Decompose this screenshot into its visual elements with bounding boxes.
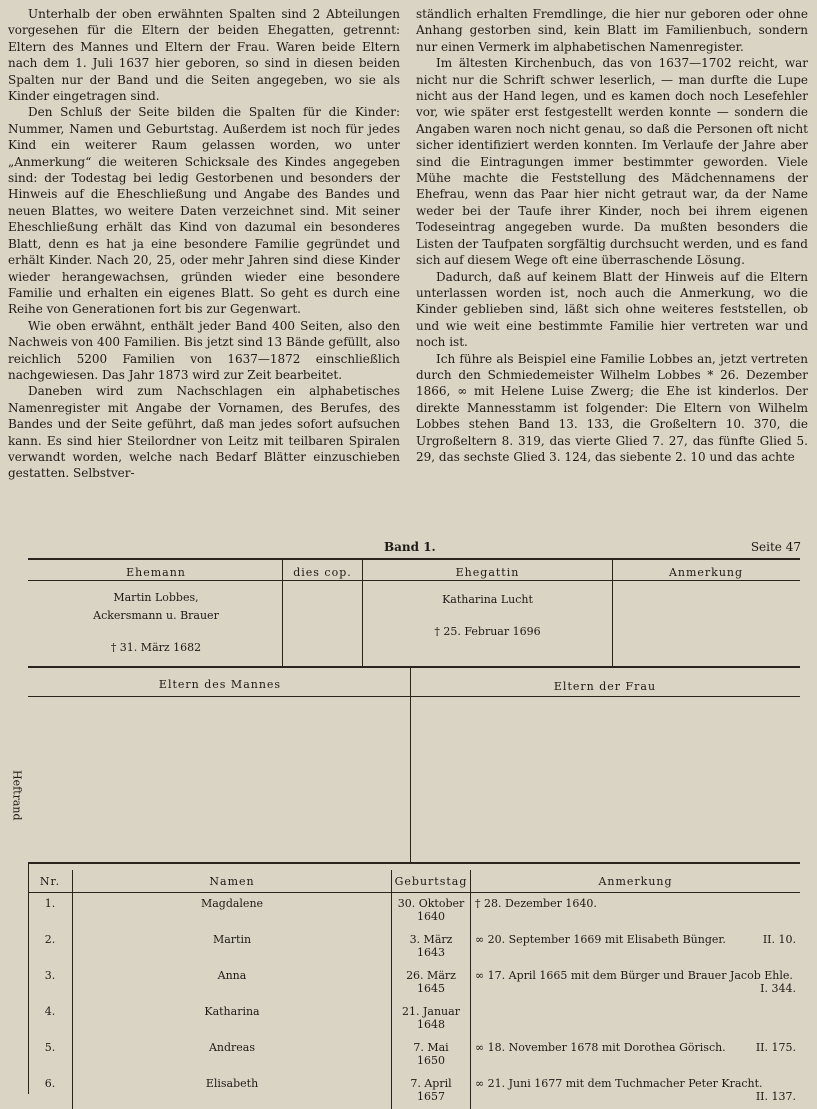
paragraph: Wie oben erwähnt, enthält jeder Band 400 Seiten, also den Nachweis von 400 Familien. Bis jetzt sind 13 Bände gefüllt, also reichlich 5200 Familien von 1637—1872 einschließlich nachgewiesen. Das Jahr 1873 wird zur Zeit bearbeitet.	[8, 318, 400, 382]
birth-year: 1640	[417, 910, 445, 923]
right-column	[416, 6, 808, 530]
birth-day: 7. April	[410, 1077, 452, 1090]
paragraph: ständlich erhalten Fremdlinge, die hier nur geboren oder ohne Anhang gestorben sind, kein Blatt im Familienbuch, sondern nur einen Vermerk im alphabetischen Namenregister.	[416, 7, 808, 54]
child-birth	[392, 929, 471, 965]
note-ref: II. 137.	[755, 1090, 796, 1103]
note-ref: II. 10.	[762, 933, 796, 946]
wife-name: Katharina Lucht	[442, 593, 533, 606]
child-nr: 6.	[28, 1073, 73, 1109]
child-note	[471, 1073, 801, 1109]
child-nr: 2.	[28, 929, 73, 965]
note-text: ∞ 18. November 1678 mit Dorothea Görisch.	[475, 1041, 726, 1054]
margin-label-text: Heftrand	[10, 770, 24, 821]
left-column	[8, 6, 400, 530]
child-name: Elisabeth	[73, 1073, 392, 1109]
birth-year: 1643	[417, 946, 445, 959]
table-row	[28, 929, 800, 965]
header-anmerkung: Anmerkung	[668, 566, 744, 579]
paragraph: Dadurch, daß auf keinem Blatt der Hinweis auf die Eltern unterlassen worden ist, noch auch die Anmerkung, wo die Kinder geblieben sind, läßt sich ohne weiteres feststellen, ob und wie weit eine bestimmte Familie hier vertreten war und noch ist.	[416, 269, 808, 350]
table-row	[28, 1073, 800, 1109]
child-note	[471, 929, 801, 965]
child-name: Magdalene	[73, 893, 392, 930]
band-label: Band 1.	[384, 540, 436, 554]
rule	[28, 580, 800, 581]
child-nr: 1.	[28, 893, 73, 930]
header-eltern-mann: Eltern des Mannes	[158, 678, 282, 691]
birth-day: 3. März	[409, 933, 453, 946]
margin-label	[8, 770, 26, 824]
child-name: Katharina	[73, 1001, 392, 1037]
table-row	[28, 965, 800, 1001]
child-birth	[392, 965, 471, 1001]
note-ref: II. 175.	[755, 1041, 796, 1054]
child-note	[471, 1001, 801, 1037]
rule	[28, 862, 800, 864]
note-ref: I. 344.	[760, 982, 796, 995]
rule	[28, 558, 800, 560]
table-row	[28, 1037, 800, 1073]
child-nr: 5.	[28, 1037, 73, 1073]
paragraph: Den Schluß der Seite bilden die Spalten für die Kinder: Nummer, Namen und Geburtstag. Außerdem ist noch für jedes Kind ein weiterer Raum gelassen worden, wo unter „Anmerkung“ die weiteren Schicksale des Kindes angegeben sind: der Todestag bei ledig Gestorbenen und besonders der Hinweis auf die Eheschließung und Angabe des Bandes und neuen Blattes, wo weitere Daten verzeichnet sind. Mit seiner Eheschließung erhält das Kind von dazumal ein besonderes Blatt, denn es hat ja eine besondere Familie gegründet und erhält Kinder. Nach 20, 25, oder mehr Jahren sind diese Kinder wieder herangewachsen, gründen wieder eine besondere Familie und erhalten ein eigenes Blatt. So geht es durch eine Reihe von Generationen fort bis zur Gegenwart.	[8, 105, 400, 317]
col-anmerkung: Anmerkung	[471, 870, 801, 893]
page-label: Seite 47	[750, 540, 801, 554]
child-birth	[392, 893, 471, 930]
wife-death: † 25. Februar 1696	[434, 625, 541, 638]
child-note	[471, 965, 801, 1001]
birth-year: 1650	[417, 1054, 445, 1067]
note-text: ∞ 17. April 1665 mit dem Bürger und Brauer Jacob Ehle.	[475, 969, 793, 982]
child-note	[471, 1037, 801, 1073]
note-text: ∞ 21. Juni 1677 mit dem Tuchmacher Peter Kracht.	[475, 1077, 763, 1090]
child-name: Andreas	[73, 1037, 392, 1073]
birth-day: 26. März	[406, 969, 456, 982]
article-columns	[8, 6, 808, 530]
header-ehemann: Ehemann	[126, 566, 186, 579]
col-nr: Nr.	[28, 870, 73, 893]
child-nr: 4.	[28, 1001, 73, 1037]
husband-name: Martin Lobbes,	[113, 591, 199, 604]
husband-occupation: Ackersmann u. Brauer	[93, 609, 219, 622]
child-nr: 3.	[28, 965, 73, 1001]
table-row	[28, 1001, 800, 1037]
birth-year: 1648	[417, 1018, 445, 1031]
child-name: Anna	[73, 965, 392, 1001]
note-text: † 28. Dezember 1640.	[475, 897, 597, 910]
birth-day: 21. Januar	[402, 1005, 460, 1018]
rule	[410, 668, 411, 862]
header-dies-cop: dies cop.	[293, 566, 352, 579]
birth-day: 30. Oktober	[397, 897, 465, 910]
table-row	[28, 893, 800, 930]
col-namen: Namen	[73, 870, 392, 893]
form-caption	[0, 540, 817, 556]
children-table	[28, 870, 800, 1109]
paragraph: Unterhalb der oben erwähnten Spalten sind 2 Abteilungen vorgesehen für die Eltern der beiden Ehegatten, getrennt: Eltern des Mannes und Eltern der Frau. Waren beide Eltern nach dem 1. Juli 1637 hier geboren, so sind in diesen beiden Spalten nur der Band und die Seiten angegeben, wo sie als Kinder eingetragen sind.	[8, 7, 400, 104]
note-text: ∞ 20. September 1669 mit Elisabeth Bünger.	[475, 933, 726, 946]
col-geburtstag: Geburtstag	[392, 870, 471, 893]
birth-year: 1645	[417, 982, 445, 995]
paragraph: Ich führe als Beispiel eine Familie Lobbes an, jetzt vertreten durch den Schmiedemeister Wilhelm Lobbes * 26. Dezember 1866, ∞ mit Helene Luise Zwerg; die Ehe ist kinderlos. Der direkte Mannesstamm ist folgender: Die Eltern von Wilhelm Lobbes stehen Band 13. 133, die Großeltern 10. 370, die Urgroßeltern 8. 319, das vierte Glied 7. 27, das fünfte Glied 5. 29, das sechste Glied 3. 124, das siebente 2. 10 und das achte	[416, 351, 808, 464]
birth-day: 7. Mai	[413, 1041, 449, 1054]
child-note	[471, 893, 801, 930]
table-header-row	[28, 870, 800, 893]
child-name: Martin	[73, 929, 392, 965]
child-birth	[392, 1073, 471, 1109]
husband-death: † 31. März 1682	[110, 641, 202, 654]
birth-year: 1657	[417, 1090, 445, 1103]
header-ehegattin: Ehegattin	[455, 566, 520, 579]
child-birth	[392, 1037, 471, 1073]
rule	[28, 696, 800, 697]
paragraph: Im ältesten Kirchenbuch, das von 1637—1702 reicht, war nicht nur die Schrift schwer leserlich, — man durfte die Lupe nicht aus der Hand legen, und es kamen doch noch Lesefehler vor, wie später erst festgestellt werden konnte — sondern die Angaben waren noch nicht genau, so daß die Personen oft nicht sicher identifiziert werden konnten. Im Verlaufe der Jahre aber sind die Eintragungen immer bestimmter geworden. Viele Mühe machte die Feststellung des Mädchennamens der Ehefrau, wenn das Paar hier nicht getraut war, da der Name weder bei der Taufe ihrer Kinder, noch bei ihrem eigenen Todeseintrag angegeben wurde. Da mußten besonders die Listen der Taufpaten sorgfältig durchsucht werden, und es fand sich auf diesem Wege oft eine überraschende Lösung.	[416, 56, 808, 268]
header-eltern-frau: Eltern der Frau	[553, 680, 657, 693]
rule	[28, 666, 800, 668]
paragraph: Daneben wird zum Nachschlagen ein alphabetisches Namenregister mit Angabe der Vornamen, des Berufes, des Bandes und der Seite geführt, daß man jedes sofort aufsuchen kann. Es sind hier Steilordner von Leitz mit teilbaren Spiralen verwandt worden, welche nach Bedarf Blätter einzuschieben gestatten. Selbstver-	[8, 384, 400, 481]
child-birth	[392, 1001, 471, 1037]
